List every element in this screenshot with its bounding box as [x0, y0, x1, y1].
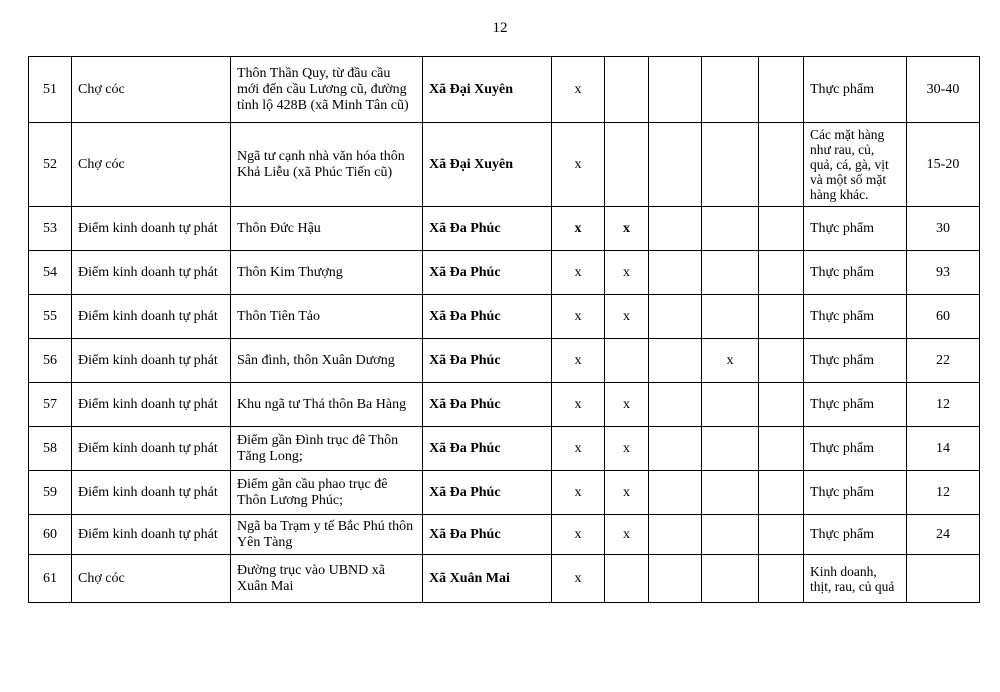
- table-row: [29, 57, 980, 123]
- mark-col-1-cell: x: [552, 57, 605, 123]
- point-type-cell: Chợ cóc: [72, 57, 231, 123]
- mark-col-1-cell: x: [552, 123, 605, 207]
- mark-col-4-cell: [702, 555, 759, 603]
- point-type-cell: Điểm kinh doanh tự phát: [72, 515, 231, 555]
- mark-col-4-cell: [702, 123, 759, 207]
- location-cell: Ngã ba Trạm y tế Bắc Phú thôn Yên Tàng: [231, 515, 423, 555]
- mark-col-1-cell: x: [552, 515, 605, 555]
- mark-col-4-cell: [702, 295, 759, 339]
- commune-cell: Xã Xuân Mai: [423, 555, 552, 603]
- commune-cell: Xã Đa Phúc: [423, 251, 552, 295]
- mark-col-4-cell: [702, 207, 759, 251]
- mark-col-3-cell: [649, 427, 702, 471]
- mark-col-4-cell: [702, 251, 759, 295]
- location-cell: Điểm gần cầu phao trục đê Thôn Lương Phúc;: [231, 471, 423, 515]
- goods-cell: Thực phẩm: [804, 207, 907, 251]
- mark-col-5-cell: [759, 383, 804, 427]
- mark-col-3-cell: [649, 123, 702, 207]
- mark-col-3-cell: [649, 251, 702, 295]
- quantity-cell: [907, 555, 980, 603]
- mark-col-1-cell: x: [552, 555, 605, 603]
- row-number-cell: 53: [29, 207, 72, 251]
- commune-cell: Xã Đa Phúc: [423, 207, 552, 251]
- goods-cell: Thực phẩm: [804, 515, 907, 555]
- mark-col-1-cell: x: [552, 383, 605, 427]
- location-cell: Thôn Tiên Tảo: [231, 295, 423, 339]
- mark-col-1-cell: x: [552, 471, 605, 515]
- row-number-cell: 57: [29, 383, 72, 427]
- row-number-cell: 54: [29, 251, 72, 295]
- point-type-cell: Điểm kinh doanh tự phát: [72, 251, 231, 295]
- table-row: [29, 207, 980, 251]
- mark-col-5-cell: [759, 339, 804, 383]
- mark-col-3-cell: [649, 57, 702, 123]
- row-number-cell: 52: [29, 123, 72, 207]
- quantity-cell: 12: [907, 383, 980, 427]
- commune-cell: Xã Đa Phúc: [423, 515, 552, 555]
- mark-col-3-cell: [649, 339, 702, 383]
- table-row: [29, 295, 980, 339]
- quantity-cell: 24: [907, 515, 980, 555]
- mark-col-2-cell: x: [605, 207, 649, 251]
- mark-col-5-cell: [759, 555, 804, 603]
- location-cell: Đường trục vào UBND xã Xuân Mai: [231, 555, 423, 603]
- table-row: [29, 123, 980, 207]
- mark-col-2-cell: x: [605, 427, 649, 471]
- table-row: [29, 555, 980, 603]
- point-type-cell: Điểm kinh doanh tự phát: [72, 295, 231, 339]
- table-row: [29, 339, 980, 383]
- point-type-cell: Chợ cóc: [72, 123, 231, 207]
- mark-col-4-cell: x: [702, 339, 759, 383]
- mark-col-5-cell: [759, 471, 804, 515]
- mark-col-5-cell: [759, 295, 804, 339]
- quantity-cell: 93: [907, 251, 980, 295]
- commune-cell: Xã Đa Phúc: [423, 471, 552, 515]
- mark-col-5-cell: [759, 427, 804, 471]
- table-row: [29, 383, 980, 427]
- location-cell: Điểm gần Đình trục đê Thôn Tăng Long;: [231, 427, 423, 471]
- table-row: [29, 515, 980, 555]
- mark-col-5-cell: [759, 251, 804, 295]
- quantity-cell: 14: [907, 427, 980, 471]
- goods-cell: Thực phẩm: [804, 251, 907, 295]
- mark-col-4-cell: [702, 427, 759, 471]
- mark-col-1-cell: x: [552, 251, 605, 295]
- commune-cell: Xã Đại Xuyên: [423, 123, 552, 207]
- mark-col-3-cell: [649, 471, 702, 515]
- commune-cell: Xã Đa Phúc: [423, 383, 552, 427]
- location-cell: Thôn Đức Hậu: [231, 207, 423, 251]
- mark-col-2-cell: [605, 339, 649, 383]
- mark-col-2-cell: x: [605, 251, 649, 295]
- mark-col-3-cell: [649, 383, 702, 427]
- quantity-cell: 60: [907, 295, 980, 339]
- quantity-cell: 30: [907, 207, 980, 251]
- mark-col-2-cell: x: [605, 295, 649, 339]
- goods-cell: Thực phẩm: [804, 57, 907, 123]
- table-row: [29, 427, 980, 471]
- commune-cell: Xã Đa Phúc: [423, 339, 552, 383]
- goods-cell: Thực phẩm: [804, 471, 907, 515]
- mark-col-1-cell: x: [552, 339, 605, 383]
- mark-col-1-cell: x: [552, 427, 605, 471]
- mark-col-4-cell: [702, 471, 759, 515]
- mark-col-2-cell: [605, 555, 649, 603]
- mark-col-2-cell: x: [605, 471, 649, 515]
- quantity-cell: 22: [907, 339, 980, 383]
- row-number-cell: 55: [29, 295, 72, 339]
- mark-col-5-cell: [759, 123, 804, 207]
- row-number-cell: 59: [29, 471, 72, 515]
- mark-col-2-cell: x: [605, 515, 649, 555]
- mark-col-2-cell: [605, 57, 649, 123]
- markets-table: [28, 56, 980, 603]
- commune-cell: Xã Đa Phúc: [423, 427, 552, 471]
- point-type-cell: Điểm kinh doanh tự phát: [72, 339, 231, 383]
- goods-cell: Thực phẩm: [804, 339, 907, 383]
- row-number-cell: 56: [29, 339, 72, 383]
- point-type-cell: Điểm kinh doanh tự phát: [72, 383, 231, 427]
- location-cell: Khu ngã tư Thá thôn Ba Hàng: [231, 383, 423, 427]
- mark-col-4-cell: [702, 515, 759, 555]
- location-cell: Sân đình, thôn Xuân Dương: [231, 339, 423, 383]
- mark-col-3-cell: [649, 555, 702, 603]
- location-cell: Thôn Thần Quy, từ đầu cầu mới đến cầu Lương cũ, đường tỉnh lộ 428B (xã Minh Tân cũ): [231, 57, 423, 123]
- commune-cell: Xã Đa Phúc: [423, 295, 552, 339]
- mark-col-1-cell: x: [552, 295, 605, 339]
- commune-cell: Xã Đại Xuyên: [423, 57, 552, 123]
- table-row: [29, 471, 980, 515]
- page-number: 12: [492, 20, 508, 36]
- mark-col-4-cell: [702, 57, 759, 123]
- location-cell: Thôn Kim Thượng: [231, 251, 423, 295]
- table-body: [29, 57, 980, 603]
- row-number-cell: 58: [29, 427, 72, 471]
- mark-col-3-cell: [649, 295, 702, 339]
- quantity-cell: 12: [907, 471, 980, 515]
- location-cell: Ngã tư cạnh nhà văn hóa thôn Khả Liễu (xã Phúc Tiến cũ): [231, 123, 423, 207]
- mark-col-2-cell: [605, 123, 649, 207]
- mark-col-4-cell: [702, 383, 759, 427]
- mark-col-5-cell: [759, 207, 804, 251]
- goods-cell: Thực phẩm: [804, 427, 907, 471]
- point-type-cell: Chợ cóc: [72, 555, 231, 603]
- quantity-cell: 15-20: [907, 123, 980, 207]
- goods-cell: Kinh doanh, thịt, rau, củ quả: [804, 555, 907, 603]
- mark-col-5-cell: [759, 515, 804, 555]
- point-type-cell: Điểm kinh doanh tự phát: [72, 471, 231, 515]
- quantity-cell: 30-40: [907, 57, 980, 123]
- mark-col-3-cell: [649, 515, 702, 555]
- table-row: [29, 251, 980, 295]
- goods-cell: Thực phẩm: [804, 295, 907, 339]
- row-number-cell: 60: [29, 515, 72, 555]
- row-number-cell: 61: [29, 555, 72, 603]
- goods-cell: Thực phẩm: [804, 383, 907, 427]
- point-type-cell: Điểm kinh doanh tự phát: [72, 207, 231, 251]
- row-number-cell: 51: [29, 57, 72, 123]
- goods-cell: Các mặt hàng như rau, củ, quả, cá, gà, vịt và một số mặt hàng khác.: [804, 123, 907, 207]
- mark-col-5-cell: [759, 57, 804, 123]
- mark-col-1-cell: x: [552, 207, 605, 251]
- mark-col-2-cell: x: [605, 383, 649, 427]
- point-type-cell: Điểm kinh doanh tự phát: [72, 427, 231, 471]
- mark-col-3-cell: [649, 207, 702, 251]
